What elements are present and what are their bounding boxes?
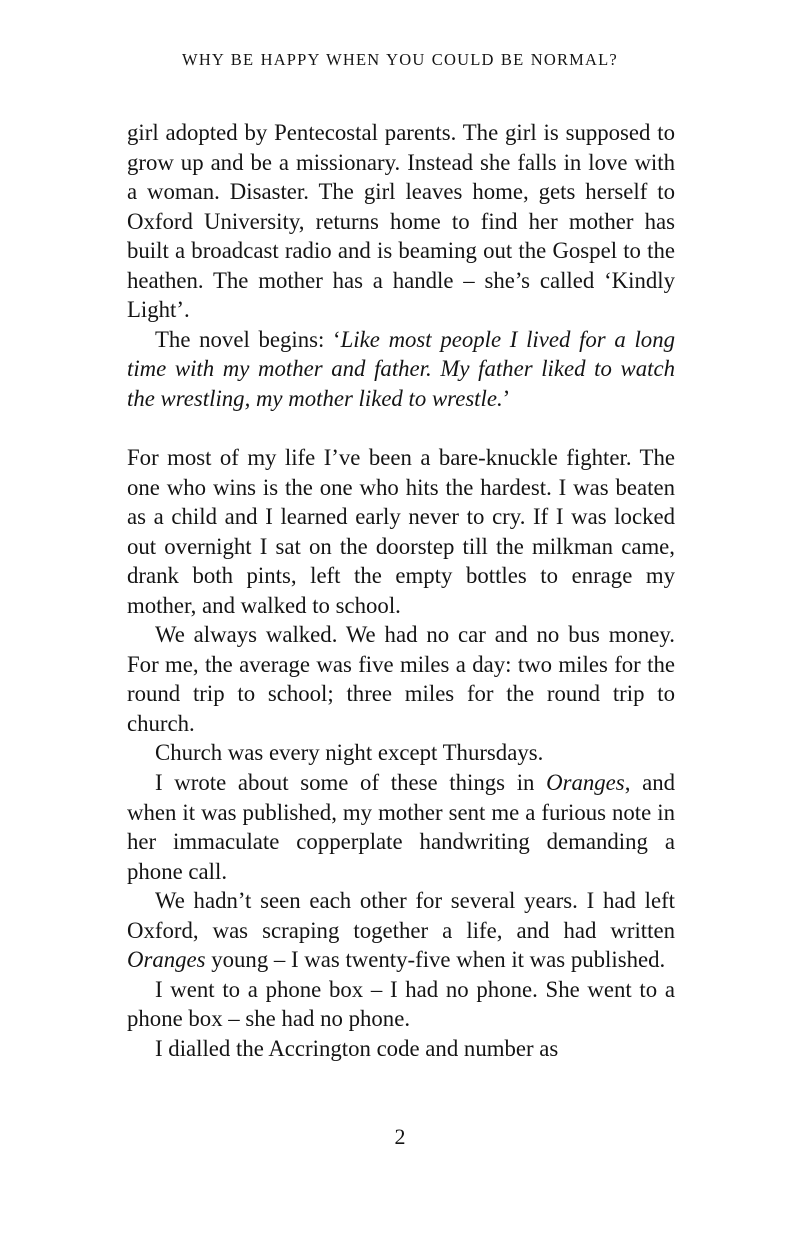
paragraph	[127, 975, 675, 1034]
paragraph	[127, 1034, 675, 1064]
paragraph	[127, 886, 675, 975]
body-text	[127, 118, 675, 1064]
paragraph	[127, 325, 675, 414]
paragraph	[127, 738, 675, 768]
italic-text: Like most people I lived for a long time with my mother and father. My father liked to watch the wrestling, my mother liked to wrestle.	[127, 326, 675, 411]
text-run: ’	[502, 385, 511, 411]
italic-text: Oranges	[127, 947, 206, 973]
text-run: The novel begins: ‘	[155, 326, 341, 352]
text-run: For most of my life I’ve been a bare-knuckle fighter. The one who wins is the one who hits the hardest. I was beaten as a child and I learned early never to cry. If I was locked out overnight I sat on the doorstep till the milkman came, drank both pints, left the empty bottles to enrage my mother, and walked to school.	[127, 445, 675, 618]
paragraph	[127, 620, 675, 738]
text-run: We hadn’t seen each other for several years. I had left Oxford, was scraping together a life, and had written	[127, 888, 675, 943]
page-number: 2	[394, 1124, 406, 1149]
text-run: I went to a phone box – I had no phone. She went to a phone box – she had no phone.	[127, 976, 675, 1032]
text-run: I dialled the Accrington code and number as	[155, 1035, 559, 1061]
italic-text: Oranges	[546, 770, 625, 796]
text-run: Church was every night except Thursdays.	[155, 740, 544, 766]
text-run: We always walked. We had no car and no bus money. For me, the average was five miles a day: two miles for the round trip to school; three miles for the round trip to church.	[127, 622, 675, 736]
paragraph	[127, 443, 675, 620]
text-run: young – I was twenty-five when it was published.	[205, 947, 666, 973]
paragraph	[127, 768, 675, 886]
text-run: I wrote about some of these things in	[155, 770, 547, 796]
text-run: , and when it was published, my mother sent me a furious note in her immaculate copperplate handwriting demanding a phone call.	[127, 770, 675, 884]
paragraph	[127, 118, 675, 325]
running-head: WHY BE HAPPY WHEN YOU COULD BE NORMAL?	[182, 50, 618, 69]
text-run: girl adopted by Pentecostal parents. The girl is supposed to grow up and be a missionary. Instead she falls in love with a woman. Disaster. The girl leaves home, gets herself to Oxford University, returns home to find her mother has built a broadcast radio and is beaming out the Gospel to the heathen. The mother has a handle – she’s called ‘Kindly Light’.	[127, 120, 675, 323]
